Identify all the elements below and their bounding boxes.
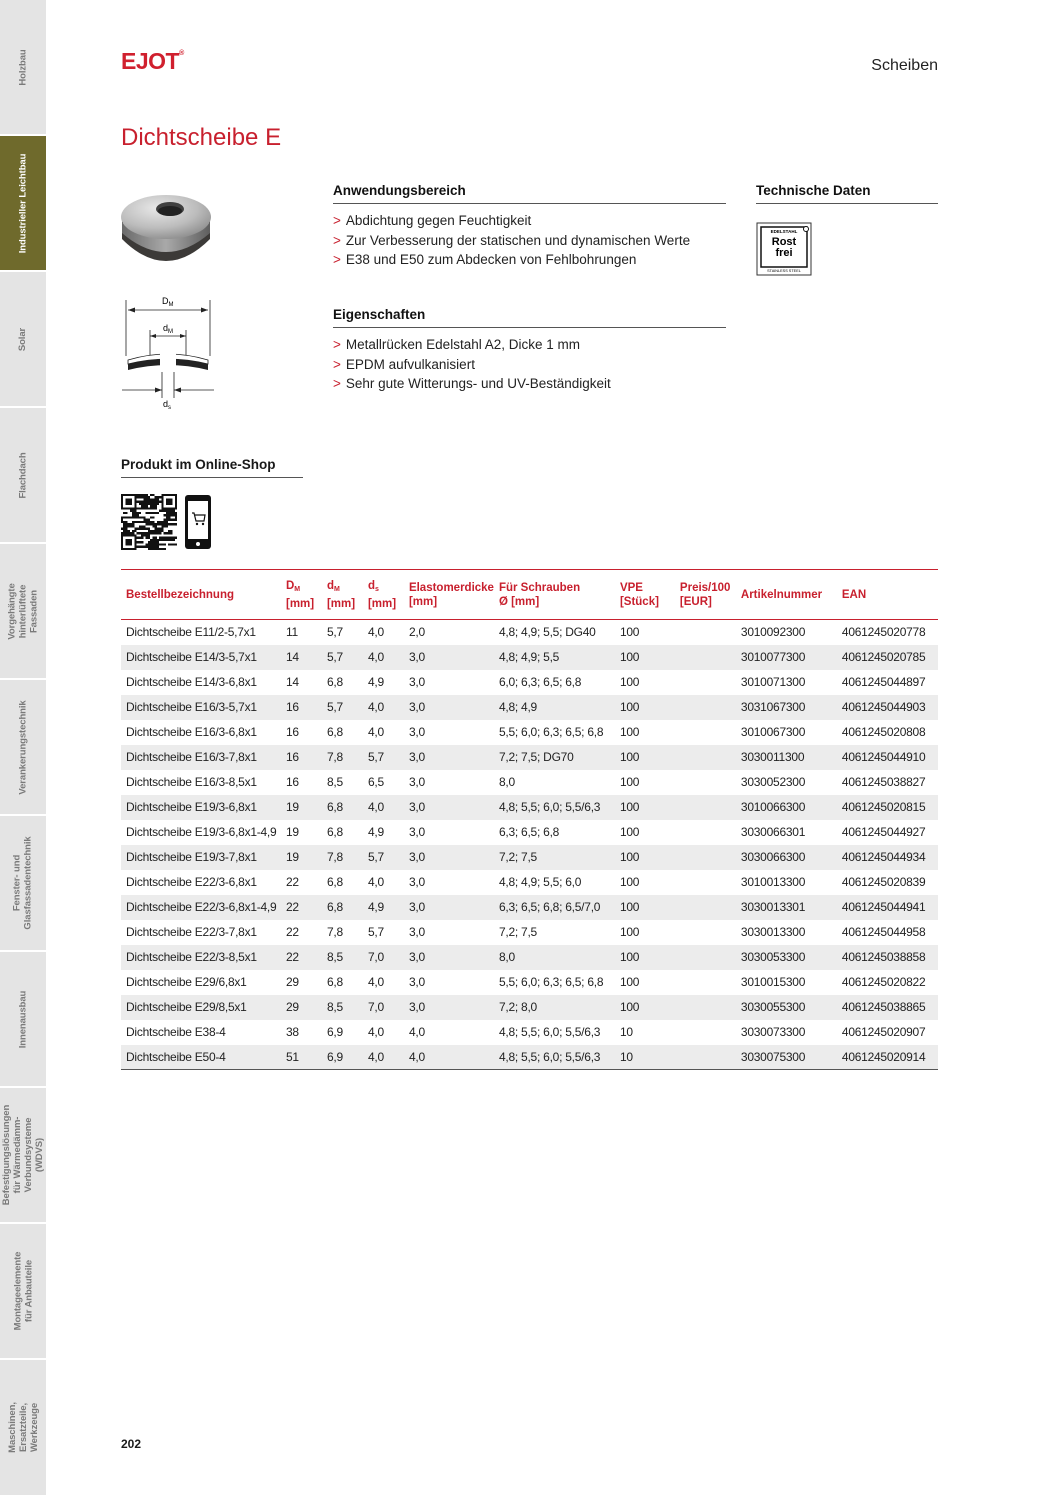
tab-flachdach[interactable] [0, 408, 46, 544]
cell-elastomerdicke: 3,0 [408, 825, 425, 839]
cell-vpe: 100 [619, 675, 640, 689]
col-fuer-schrauben: Für Schrauben Ø [mm] [494, 570, 615, 620]
col-ds: $d_s$ [mm] [363, 570, 404, 620]
table-row [121, 645, 938, 670]
cell-ds: 6,5 [367, 775, 384, 789]
cell-name: Dichtscheibe E19/3-6,8x1 [121, 795, 281, 820]
tab-label: Verankerungstechnik [17, 699, 29, 795]
col-preis: Preis/100 [EUR] [675, 570, 736, 620]
cell-elastomerdicke: 3,0 [404, 945, 494, 970]
tab-label: Vorgehängte hinterlüftete Fassaden [6, 582, 40, 640]
cell-preis [675, 920, 736, 945]
cell-artikelnummer: 3030075300 [736, 1045, 837, 1070]
cell-dm-inner: 6,8 [326, 875, 343, 889]
tab-wdvs[interactable] [0, 1088, 46, 1224]
anwendungsbereich-section [333, 183, 726, 270]
cell-preis [675, 795, 736, 820]
cell-schrauben: 7,2; 8,0 [494, 995, 615, 1020]
cell-schrauben: 7,2; 7,5 [494, 845, 615, 870]
product-title: Dichtscheibe E [121, 124, 282, 151]
cell-dm-outer: 11 [285, 625, 298, 640]
cell-elastomerdicke: 3,0 [408, 725, 425, 739]
col-dm-inner: $d_M$ [mm] [322, 570, 363, 620]
cell-name: Dichtscheibe E16/3-6,8x1 [126, 725, 257, 739]
eigenschaften-list [333, 335, 726, 394]
cell-name: Dichtscheibe E22/3-6,8x1-4,9 [121, 895, 281, 920]
cell-ean: 4061245044934 [837, 845, 938, 870]
cell-artikelnummer: 3010067300 [740, 725, 806, 739]
cell-schrauben: 4,8; 4,9; 5,5 [494, 645, 615, 670]
cell-dm-inner: 7,8 [322, 745, 363, 770]
cell-dm-outer: 29 [285, 975, 299, 989]
cell-artikelnummer: 3010077300 [736, 645, 837, 670]
cell-ean: 4061245020785 [837, 645, 938, 670]
table-row [121, 995, 938, 1020]
cell-ds: 4,0 [363, 695, 404, 720]
cell-artikelnummer: 3010013300 [740, 875, 806, 889]
cell-dm-inner: 6,8 [326, 725, 343, 739]
cell-elastomerdicke: 3,0 [404, 795, 494, 820]
cell-preis [675, 1020, 736, 1045]
cell-dm-inner: 6,8 [326, 975, 343, 989]
col-vpe: VPE [Stück] [615, 570, 675, 620]
cell-dm-outer: 16 [285, 725, 299, 739]
ds-label: $d_s$ [163, 399, 172, 411]
cell-elastomerdicke: 3,0 [404, 645, 494, 670]
table-row [121, 670, 938, 695]
cell-ean: 4061245020822 [841, 975, 926, 989]
cell-preis [675, 895, 736, 920]
cell-ean: 4061245020778 [841, 625, 926, 640]
cell-name: Dichtscheibe E11/2-5,7x1 [126, 625, 256, 640]
ejot-logo: EJOT® [121, 48, 184, 74]
cell-vpe: 100 [615, 895, 675, 920]
cell-name: Dichtscheibe E22/3-6,8x1 [126, 875, 257, 889]
cell-dm-inner: 8,5 [326, 775, 343, 789]
cell-schrauben: 5,5; 6,0; 6,3; 6,5; 6,8 [498, 725, 604, 739]
cell-dm-inner: 6,8 [322, 795, 363, 820]
cell-ds: 5,7 [367, 925, 384, 939]
cell-ds: 4,0 [367, 625, 384, 640]
cell-elastomerdicke: 3,0 [404, 745, 494, 770]
qr-code-icon[interactable] [121, 494, 177, 550]
cell-schrauben: 8,0 [494, 945, 615, 970]
cell-vpe: 100 [615, 695, 675, 720]
cell-schrauben: 4,8; 5,5; 6,0; 5,5/6,3 [498, 1025, 601, 1039]
cell-dm-inner: 6,9 [322, 1045, 363, 1070]
col-dm-outer: $D_M$ [mm] [281, 570, 322, 620]
cell-schrauben: 7,2; 7,5; DG70 [494, 745, 615, 770]
cell-schrauben: 4,8; 4,9; 5,5; 6,0 [498, 875, 582, 889]
cell-elastomerdicke: 3,0 [404, 895, 494, 920]
cell-dm-outer: 22 [285, 875, 299, 889]
cell-name: Dichtscheibe E16/3-7,8x1 [121, 745, 281, 770]
cell-name: Dichtscheibe E14/3-6,8x1 [126, 675, 257, 689]
cell-vpe: 100 [615, 745, 675, 770]
cell-ean: 4061245044910 [837, 745, 938, 770]
cell-dm-outer: 29 [281, 995, 322, 1020]
cell-ean: 4061245044903 [837, 695, 938, 720]
tab-label: Holzbau [17, 48, 29, 86]
cell-elastomerdicke: 2,0 [408, 625, 425, 640]
cell-elastomerdicke: 3,0 [408, 925, 425, 939]
cell-dm-outer: 51 [281, 1045, 322, 1070]
dimension-diagram [118, 290, 218, 420]
cell-vpe: 100 [619, 875, 640, 889]
cell-preis [675, 745, 736, 770]
cell-preis [675, 720, 736, 745]
cell-artikelnummer: 3030073300 [740, 1025, 806, 1039]
cell-preis [675, 770, 736, 795]
col-elastomerdicke: Elastomerdicke [mm] [404, 570, 494, 620]
cell-vpe: 100 [615, 995, 675, 1020]
tab-label: Montageelemente für Anbauteile [12, 1251, 34, 1331]
cell-artikelnummer: 3010066300 [736, 795, 837, 820]
dm-upper-label: $D_M$ [162, 296, 174, 308]
cell-ds: 4,9 [367, 675, 384, 689]
cell-dm-inner: 5,7 [322, 695, 363, 720]
tab-label: Befestigungslösungen für Wärmedämm-Verbundsysteme (WDVS) [1, 1104, 45, 1206]
cell-preis [675, 945, 736, 970]
table-row [121, 795, 938, 820]
table-header-row [121, 570, 938, 620]
cell-name: Dichtscheibe E22/3-8,5x1 [121, 945, 281, 970]
list-item: > Metallrücken Edelstahl A2, Dicke 1 mm [333, 337, 580, 352]
cell-ds: 4,0 [363, 645, 404, 670]
cell-ean: 4061245044941 [837, 895, 938, 920]
cell-artikelnummer: 3030053300 [736, 945, 837, 970]
cell-ds: 4,9 [363, 895, 404, 920]
cell-ds: 5,7 [363, 745, 404, 770]
cell-preis [675, 845, 736, 870]
table-row [121, 920, 938, 945]
list-item: > E38 und E50 zum Abdecken von Fehlbohrungen [333, 252, 637, 267]
tab-maschinen[interactable] [0, 1360, 46, 1497]
list-item: > Sehr gute Witterungs- und UV-Beständigkeit [333, 376, 611, 391]
list-item: > Abdichtung gegen Feuchtigkeit [333, 213, 532, 228]
cell-ean: 4061245020808 [841, 725, 926, 739]
tab-label: Innenausbau [17, 990, 29, 1048]
table-row [121, 870, 938, 895]
cell-dm-inner: 5,7 [326, 625, 343, 640]
cell-vpe: 100 [615, 645, 675, 670]
cell-vpe: 100 [619, 775, 640, 789]
cell-artikelnummer: 3030055300 [736, 995, 837, 1020]
cell-elastomerdicke: 3,0 [404, 995, 494, 1020]
cell-artikelnummer: 3031067300 [736, 695, 837, 720]
cell-preis [675, 870, 736, 895]
cell-name: Dichtscheibe E16/3-5,7x1 [121, 695, 281, 720]
smartphone-shop-icon[interactable] [184, 494, 212, 550]
cell-schrauben: 6,0; 6,3; 6,5; 6,8 [498, 675, 582, 689]
cell-vpe: 100 [615, 845, 675, 870]
cell-dm-outer: 22 [281, 895, 322, 920]
cell-dm-outer: 19 [285, 825, 299, 839]
table-row [121, 895, 938, 920]
cell-name: Dichtscheibe E19/3-6,8x1-4,9 [126, 825, 277, 839]
washer-product-image [118, 183, 214, 273]
cell-ds: 4,0 [363, 795, 404, 820]
cell-artikelnummer: 3030013300 [740, 925, 806, 939]
cell-preis [675, 1045, 736, 1070]
online-shop-heading: Produkt im Online-Shop [121, 457, 303, 478]
cell-name: Dichtscheibe E14/3-5,7x1 [121, 645, 281, 670]
dm-lower-label: $d_M$ [163, 323, 174, 335]
cell-dm-inner: 6,8 [326, 825, 343, 839]
cell-ean: 4061245020907 [841, 1025, 926, 1039]
eigenschaften-section [333, 307, 726, 394]
cell-dm-outer: 16 [285, 775, 299, 789]
svg-text:frei: frei [775, 247, 793, 259]
cell-elastomerdicke: 3,0 [408, 675, 425, 689]
tab-label: Fenster- und Glasfassadentechnik [12, 836, 35, 930]
cell-preis [675, 970, 736, 995]
tab-holzbau[interactable] [0, 0, 46, 136]
cell-artikelnummer: 3030013301 [736, 895, 837, 920]
col-bestellbezeichnung: Bestellbezeichnung [121, 570, 281, 620]
list-item: > EPDM aufvulkanisiert [333, 356, 475, 372]
cell-vpe: 100 [619, 925, 640, 939]
cell-elastomerdicke: 3,0 [404, 845, 494, 870]
svg-text:STAINLESS STEEL: STAINLESS STEEL [767, 269, 801, 273]
table-row [121, 845, 938, 870]
tab-fenster-glasfassaden[interactable] [0, 816, 46, 952]
cell-elastomerdicke: 3,0 [408, 775, 425, 789]
cell-ean: 4061245038827 [841, 775, 926, 789]
cell-vpe: 100 [615, 795, 675, 820]
cell-schrauben: 4,8; 4,9 [494, 695, 615, 720]
cell-dm-inner: 7,8 [326, 925, 343, 939]
cell-dm-inner: 8,5 [322, 995, 363, 1020]
cell-ds: 5,7 [363, 845, 404, 870]
cell-artikelnummer: 3010092300 [740, 625, 806, 640]
tab-label: Industrieller Leichtbau [17, 153, 29, 253]
cell-schrauben: 5,5; 6,0; 6,3; 6,5; 6,8 [498, 975, 604, 989]
cell-schrauben: 8,0 [498, 775, 515, 789]
cell-dm-outer: 22 [285, 925, 299, 939]
table-row [121, 745, 938, 770]
cell-dm-inner: 6,9 [326, 1025, 343, 1039]
cell-dm-outer: 14 [285, 675, 299, 689]
cell-dm-outer: 16 [281, 745, 322, 770]
cell-dm-outer: 16 [281, 695, 322, 720]
tab-solar[interactable] [0, 272, 46, 408]
cell-artikelnummer: 3030011300 [736, 745, 837, 770]
product-table [121, 569, 938, 1070]
cell-schrauben: 4,8; 4,9; 5,5; DG40 [498, 625, 596, 640]
cell-ean: 4061245020839 [841, 875, 926, 889]
cell-elastomerdicke: 4,0 [404, 1045, 494, 1070]
cell-dm-inner: 7,8 [322, 845, 363, 870]
cell-name: Dichtscheibe E29/8,5x1 [121, 995, 281, 1020]
table-row [121, 820, 938, 845]
cell-artikelnummer: 3010071300 [740, 675, 806, 689]
chapter-sidebar [0, 0, 46, 1497]
cell-dm-outer: 22 [281, 945, 322, 970]
eigenschaften-heading: Eigenschaften [333, 307, 726, 328]
svg-text:Rost: Rost [771, 236, 797, 248]
col-ean: EAN [837, 570, 938, 620]
cell-artikelnummer: 3030052300 [740, 775, 806, 789]
cell-vpe: 100 [619, 725, 640, 739]
cell-dm-outer: 14 [281, 645, 322, 670]
cell-ds: 4,0 [367, 1025, 384, 1039]
list-item: > Zur Verbesserung der statischen und dynamischen Werte [333, 232, 691, 248]
cell-vpe: 100 [619, 825, 640, 839]
cell-vpe: 100 [619, 625, 640, 640]
tab-innenausbau[interactable] [0, 952, 46, 1088]
anwendungsbereich-heading: Anwendungsbereich [333, 183, 726, 204]
cell-dm-inner: 6,8 [322, 895, 363, 920]
cell-ean: 4061245044897 [841, 675, 926, 689]
cell-preis [675, 695, 736, 720]
category-title: Scheiben [871, 57, 938, 74]
cell-name: Dichtscheibe E22/3-7,8x1 [126, 925, 257, 939]
cell-ean: 4061245038865 [837, 995, 938, 1020]
cell-elastomerdicke: 4,0 [408, 1025, 425, 1039]
cell-dm-outer: 19 [281, 845, 322, 870]
cell-elastomerdicke: 3,0 [408, 975, 425, 989]
cell-ds: 4,0 [363, 1045, 404, 1070]
technische-daten-heading: Technische Daten [756, 183, 938, 204]
tab-label: Flachdach [17, 451, 29, 499]
table-row [121, 945, 938, 970]
cell-artikelnummer: 3030066300 [736, 845, 837, 870]
cell-ds: 7,0 [363, 995, 404, 1020]
table-row [121, 720, 938, 745]
cell-ean: 4061245044927 [841, 825, 926, 839]
svg-text:EDELSTAHL: EDELSTAHL [770, 229, 798, 234]
cell-preis [675, 670, 736, 695]
cell-ds: 4,9 [367, 825, 384, 839]
cell-ean: 4061245038858 [837, 945, 938, 970]
cell-dm-inner: 5,7 [322, 645, 363, 670]
table-row [121, 1020, 938, 1045]
page-number: 202 [121, 1437, 142, 1451]
cell-ds: 7,0 [363, 945, 404, 970]
cell-preis [675, 820, 736, 845]
cell-preis [675, 995, 736, 1020]
cell-ds: 4,0 [367, 725, 384, 739]
cell-vpe: 100 [619, 975, 640, 989]
cell-name: Dichtscheibe E16/3-8,5x1 [126, 775, 257, 789]
tab-label: Maschinen, Ersatzteile, Werkzeuge [6, 1402, 40, 1453]
cell-elastomerdicke: 3,0 [408, 875, 425, 889]
technische-daten-section [756, 183, 938, 204]
cell-name: Dichtscheibe E29/6,8x1 [126, 975, 247, 989]
cell-ds: 4,0 [367, 975, 384, 989]
cell-artikelnummer: 3010015300 [740, 975, 806, 989]
cell-ds: 4,0 [367, 875, 384, 889]
cell-dm-outer: 38 [285, 1025, 299, 1039]
cell-schrauben: 4,8; 5,5; 6,0; 5,5/6,3 [494, 1045, 615, 1070]
cell-preis [675, 645, 736, 670]
cell-dm-outer: 19 [281, 795, 322, 820]
cell-ean: 4061245020914 [837, 1045, 938, 1070]
cell-name: Dichtscheibe E38-4 [126, 1025, 226, 1039]
cell-vpe: 100 [615, 945, 675, 970]
cell-schrauben: 7,2; 7,5 [498, 925, 537, 939]
cell-name: Dichtscheibe E19/3-7,8x1 [121, 845, 281, 870]
cell-schrauben: 6,3; 6,5; 6,8 [498, 825, 560, 839]
cell-schrauben: 4,8; 5,5; 6,0; 5,5/6,3 [494, 795, 615, 820]
tab-montageelemente[interactable] [0, 1224, 46, 1360]
table-row [121, 695, 938, 720]
col-artikelnummer: Artikelnummer [736, 570, 837, 620]
cell-vpe: 10 [619, 1025, 633, 1039]
cell-name: Dichtscheibe E50-4 [121, 1045, 281, 1070]
rostfrei-badge-icon [756, 222, 812, 276]
tab-industrieller-leichtbau[interactable] [0, 136, 46, 272]
cell-elastomerdicke: 3,0 [404, 695, 494, 720]
table-body [121, 620, 938, 1070]
table-row [121, 770, 938, 795]
cell-dm-inner: 8,5 [322, 945, 363, 970]
tab-verankerungstechnik[interactable] [0, 680, 46, 816]
cell-ean: 4061245020815 [837, 795, 938, 820]
cell-dm-inner: 6,8 [326, 675, 343, 689]
tab-label: Solar [17, 327, 29, 351]
anwendungsbereich-list [333, 211, 726, 270]
cell-vpe: 10 [615, 1045, 675, 1070]
table-row [121, 1045, 938, 1070]
cell-schrauben: 6,3; 6,5; 6,8; 6,5/7,0 [494, 895, 615, 920]
cell-preis [675, 620, 736, 645]
cell-artikelnummer: 3030066301 [740, 825, 806, 839]
table-row [121, 970, 938, 995]
cell-ean: 4061245044958 [841, 925, 926, 939]
table-row [121, 620, 938, 645]
tab-vorgehaengte-fassaden[interactable] [0, 544, 46, 680]
